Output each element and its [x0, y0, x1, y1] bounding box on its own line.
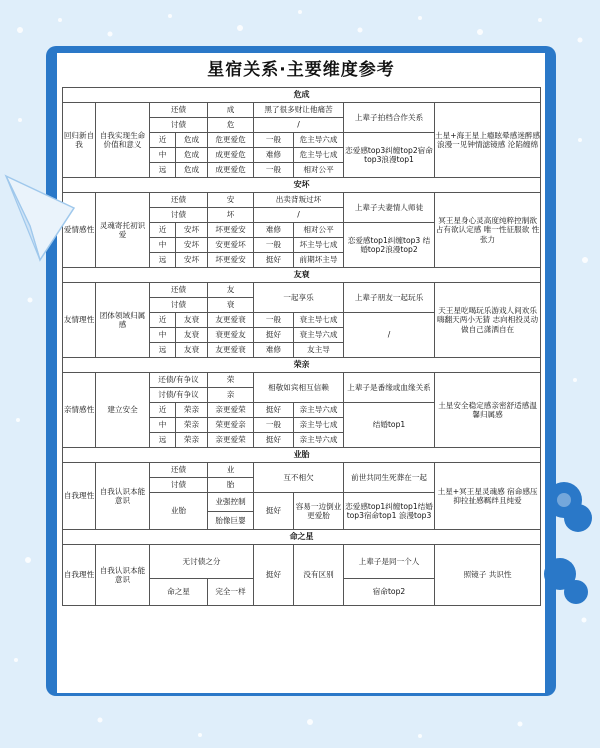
debt-desc-cell: 相敬如宾相互信赖	[254, 373, 344, 403]
distance-cell: 中	[150, 238, 176, 253]
past-life-cell: 上辈子拍档合作关系	[344, 103, 435, 133]
distance-cell: 远	[150, 343, 176, 358]
debt-type-cell: 还债	[150, 103, 208, 118]
debt-type-cell: 讨债	[150, 478, 208, 493]
mansion-cell: 衰	[208, 298, 254, 313]
mansion-cell: 坏	[208, 208, 254, 223]
dominance-cell: 衰主导六成	[294, 328, 344, 343]
mansion-cell: 友	[208, 283, 254, 298]
top-rank-cell: 恋爱感top1纠缠top1结婚top3宿命top1 浪漫top3	[344, 493, 435, 530]
pair-cell: 荣亲	[176, 403, 208, 418]
mansion-cell: 业	[208, 463, 254, 478]
debt-desc-cell: 黑了很多财让他痛苦	[254, 103, 344, 118]
difficulty-cell: 挺好	[254, 545, 294, 606]
section-header-yetai: 业胎	[63, 448, 541, 463]
page-title: 星宿关系·主要维度参考	[207, 60, 395, 80]
category-cell: 自我理性	[63, 463, 96, 530]
traits-cell: 天王星吃喝玩乐游戏人间欢乐嗨翻天两小无猜 志向相投灵动做自己潇洒自在	[435, 283, 541, 358]
debt-type-cell: 讨债	[150, 298, 208, 313]
past-life-cell: 上辈子是番缘或血缘关系	[344, 373, 435, 403]
difficulty-cell: 一般	[254, 313, 294, 328]
difficulty-cell: 一般	[254, 133, 294, 148]
debt-type-cell: 还债	[150, 193, 208, 208]
section-header-anhuai: 安坏	[63, 178, 541, 193]
pair-cell: 友衰	[176, 343, 208, 358]
love-direction-cell: 坏更爱安	[208, 223, 254, 238]
traits-cell: 土星+冥王星灵魂感 宿命感压抑拉扯感羁绊且纯爱	[435, 463, 541, 530]
debt-desc-cell: 互不相欠	[254, 463, 344, 493]
need-cell: 灵魂寄托初识爱	[96, 193, 150, 268]
dominance-cell: 相对公平	[294, 163, 344, 178]
debt-type-cell: 还债	[150, 463, 208, 478]
difficulty-cell: 一般	[254, 163, 294, 178]
section-header-youshuai: 友衰	[63, 268, 541, 283]
debt-type-cell: 还债/有争议	[150, 373, 208, 388]
love-direction-cell: 坏更爱安	[208, 253, 254, 268]
dominance-cell: 没有区别	[294, 545, 344, 606]
love-direction-cell: 成更爱危	[208, 148, 254, 163]
pair-cell: 危成	[176, 148, 208, 163]
past-life-cell: 前世共同生死葬在一起	[344, 463, 435, 493]
top-rank-cell: /	[344, 313, 435, 358]
love-direction-cell: 友更爱衰	[208, 313, 254, 328]
relation-table	[62, 87, 541, 606]
dominance-cell: 坏主导七成	[294, 238, 344, 253]
distance-cell: 中	[150, 328, 176, 343]
love-direction-cell: 友更爱衰	[208, 343, 254, 358]
cloud-decoration	[538, 478, 600, 618]
dominance-cell: 亲主导七成	[294, 418, 344, 433]
no-debt-cell: 无讨债之分	[150, 545, 254, 579]
difficulty-cell: 挺好	[254, 403, 294, 418]
dominance-cell: 危主导六成	[294, 133, 344, 148]
pair-cell: 友衰	[176, 328, 208, 343]
top-rank-cell: 恋爱感top3纠缠top2宿命top3浪漫top1	[344, 133, 435, 178]
debt-desc-cell: 一起享乐	[254, 283, 344, 313]
love-direction-cell: 胎像巨婴	[208, 511, 254, 530]
difficulty-cell: 难修	[254, 148, 294, 163]
difficulty-cell: 难修	[254, 223, 294, 238]
distance-cell: 中	[150, 418, 176, 433]
top-rank-cell: 恋爱感top1纠缠top3 结婚top2浪漫top2	[344, 223, 435, 268]
traits-cell: 冥王星身心灵高度纯粹控制欲 占有欲认定感 唯一性征服欲 性张力	[435, 193, 541, 268]
mansion-cell: 荣	[208, 373, 254, 388]
love-direction-cell: 亲更爱荣	[208, 433, 254, 448]
pair-cell: 危成	[176, 163, 208, 178]
section-header-rongqin: 荣亲	[63, 358, 541, 373]
past-life-cell: 上辈子是同一个人	[344, 545, 435, 579]
document-paper	[57, 53, 545, 693]
debt-type-cell: 还债	[150, 283, 208, 298]
need-cell: 自我认识本能意识	[96, 545, 150, 606]
traits-cell: 照镜子 共识性	[435, 545, 541, 606]
mansion-cell: 亲	[208, 388, 254, 403]
traits-cell: 土星安全稳定感亲密舒适感温馨归属感	[435, 373, 541, 448]
category-cell: 自我理性	[63, 545, 96, 606]
dominance-cell: 亲主导六成	[294, 403, 344, 418]
pair-cell: 业胎	[150, 493, 208, 530]
pair-cell: 友衰	[176, 313, 208, 328]
past-life-cell: 上辈子朋友一起玩乐	[344, 283, 435, 313]
distance-cell: 近	[150, 133, 176, 148]
dominance-cell: 前期坏主导	[294, 253, 344, 268]
distance-cell: 近	[150, 223, 176, 238]
love-direction-cell: 完全一样	[208, 578, 254, 605]
traits-cell: 土星+海王星上瘾眩晕感迷醉感 浪漫一见钟情滤镜感 沦陷缠绵	[435, 103, 541, 178]
top-rank-cell: 结婚top1	[344, 403, 435, 448]
pair-cell: 荣亲	[176, 418, 208, 433]
debt-type-cell: 讨债	[150, 208, 208, 223]
dominance-cell: 危主导七成	[294, 148, 344, 163]
pair-cell: 安坏	[176, 253, 208, 268]
difficulty-cell: 一般	[254, 238, 294, 253]
pair-cell: 荣亲	[176, 433, 208, 448]
category-cell: 友情理性	[63, 283, 96, 358]
section-header-mingzhixing: 命之星	[63, 530, 541, 545]
debt-desc-cell: 出卖背叛过坏	[254, 193, 344, 208]
debt-type-cell: 讨债	[150, 118, 208, 133]
dominance-cell: 友主导	[294, 343, 344, 358]
pair-cell: 危成	[176, 133, 208, 148]
debt-desc-cell: /	[254, 208, 344, 223]
paper-plane-decoration	[0, 168, 80, 268]
category-cell: 亲情感性	[63, 373, 96, 448]
love-direction-cell: 亲更爱荣	[208, 403, 254, 418]
difficulty-cell: 挺好	[254, 328, 294, 343]
mansion-cell: 胎	[208, 478, 254, 493]
mansion-cell: 安	[208, 193, 254, 208]
love-direction-cell: 危更爱危	[208, 133, 254, 148]
love-direction-cell: 成更爱危	[208, 163, 254, 178]
section-header-weicheng: 危成	[63, 88, 541, 103]
difficulty-cell: 一般	[254, 418, 294, 433]
difficulty-cell: 挺好	[254, 493, 294, 530]
dominance-cell: 容易一边倒业更爱胎	[294, 493, 344, 530]
dominance-cell: 相对公平	[294, 223, 344, 238]
distance-cell: 中	[150, 148, 176, 163]
debt-type-cell: 讨债/有争议	[150, 388, 208, 403]
distance-cell: 远	[150, 253, 176, 268]
pair-cell: 安坏	[176, 223, 208, 238]
debt-desc-cell: /	[254, 118, 344, 133]
category-cell: 爱情感性	[63, 193, 96, 268]
mansion-cell: 成	[208, 103, 254, 118]
distance-cell: 近	[150, 313, 176, 328]
mansion-cell: 危	[208, 118, 254, 133]
love-direction-cell: 业强控制	[208, 493, 254, 512]
love-direction-cell: 安更爱坏	[208, 238, 254, 253]
distance-cell: 远	[150, 163, 176, 178]
need-cell: 建立安全	[96, 373, 150, 448]
difficulty-cell: 挺好	[254, 253, 294, 268]
need-cell: 自我实现生命价值和意义	[96, 103, 150, 178]
pair-cell: 命之星	[150, 578, 208, 605]
need-cell: 自我认识本能意识	[96, 463, 150, 530]
dominance-cell: 亲主导六成	[294, 433, 344, 448]
need-cell: 团体领域归属感	[96, 283, 150, 358]
love-direction-cell: 荣更爱亲	[208, 418, 254, 433]
distance-cell: 远	[150, 433, 176, 448]
love-direction-cell: 衰更爱友	[208, 328, 254, 343]
pair-cell: 安坏	[176, 238, 208, 253]
difficulty-cell: 挺好	[254, 433, 294, 448]
top-rank-cell: 宿命top2	[344, 578, 435, 605]
dominance-cell: 衰主导七成	[294, 313, 344, 328]
distance-cell: 近	[150, 403, 176, 418]
category-cell: 回归新自我	[63, 103, 96, 178]
difficulty-cell: 难修	[254, 343, 294, 358]
past-life-cell: 上辈子夫妻情人师徒	[344, 193, 435, 223]
